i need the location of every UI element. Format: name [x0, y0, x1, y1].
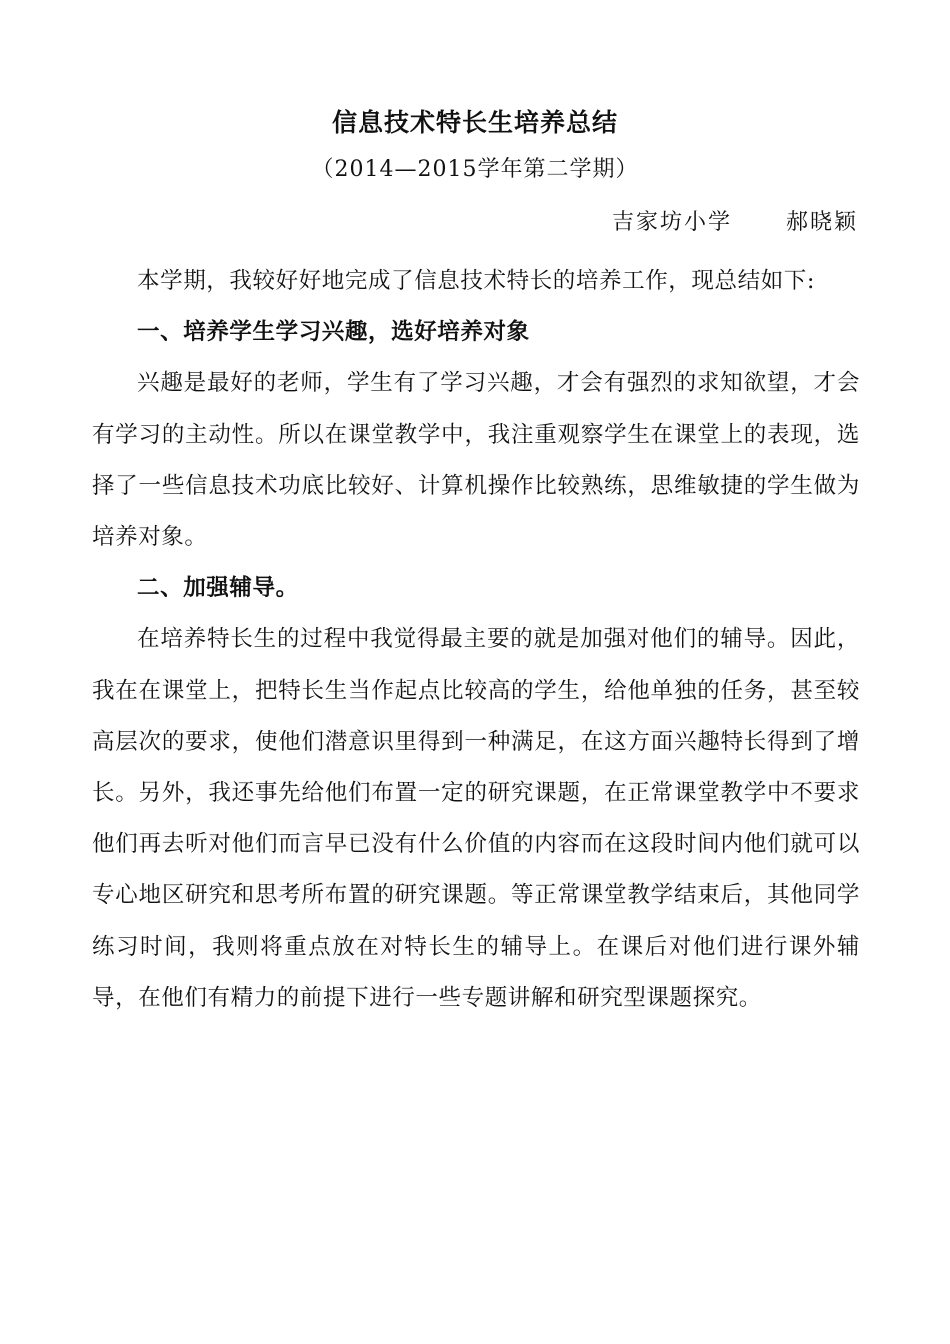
school-name: 吉家坊小学 [611, 210, 732, 235]
document-subtitle: （2014—2015学年第二学期） [311, 157, 639, 182]
author-line [612, 207, 858, 239]
section-paragraph-1: 兴趣是最好的老师，学生有了学习兴趣，才会有强烈的求知欲望，才会有学习的主动性。所以在课堂教学中，我注重观察学生在课堂上的表现，选择了一些信息技术功底比较好、计算机操作比较熟练，思维敏捷的学生做为培养对象。 [92, 370, 860, 551]
author-name: 郝晓颖 [785, 210, 858, 235]
section-heading-2: 二、加强辅导。 [137, 575, 299, 602]
section-paragraph-2: 在培养特长生的过程中我觉得最主要的就是加强对他们的辅导。因此，我在在课堂上，把特长生当作起点比较高的学生，给他单独的任务，甚至较高层次的要求，使他们潜意识里得到一种满足，在这方面兴趣特长得到了增长。另外，我还事先给他们布置一定的研究课题，在正常课堂教学中不要求他们再去听对他们而言早已没有什么价值的内容而在这段时间内他们就可以专心地区研究和思考所布置的研究课题。等正常课堂教学结束后，其他同学练习时间，我则将重点放在对特长生的辅导上。在课后对他们进行课外辅导，在他们有精力的前提下进行一些专题讲解和研究型课题探究。 [92, 626, 860, 1011]
document-title: 信息技术特长生培养总结 [331, 108, 618, 137]
section-heading-1: 一、培养学生学习兴趣，选好培养对象 [137, 319, 530, 346]
intro-paragraph: 本学期，我较好好地完成了信息技术特长的培养工作，现总结如下: [137, 268, 816, 294]
document-body [92, 256, 860, 1024]
